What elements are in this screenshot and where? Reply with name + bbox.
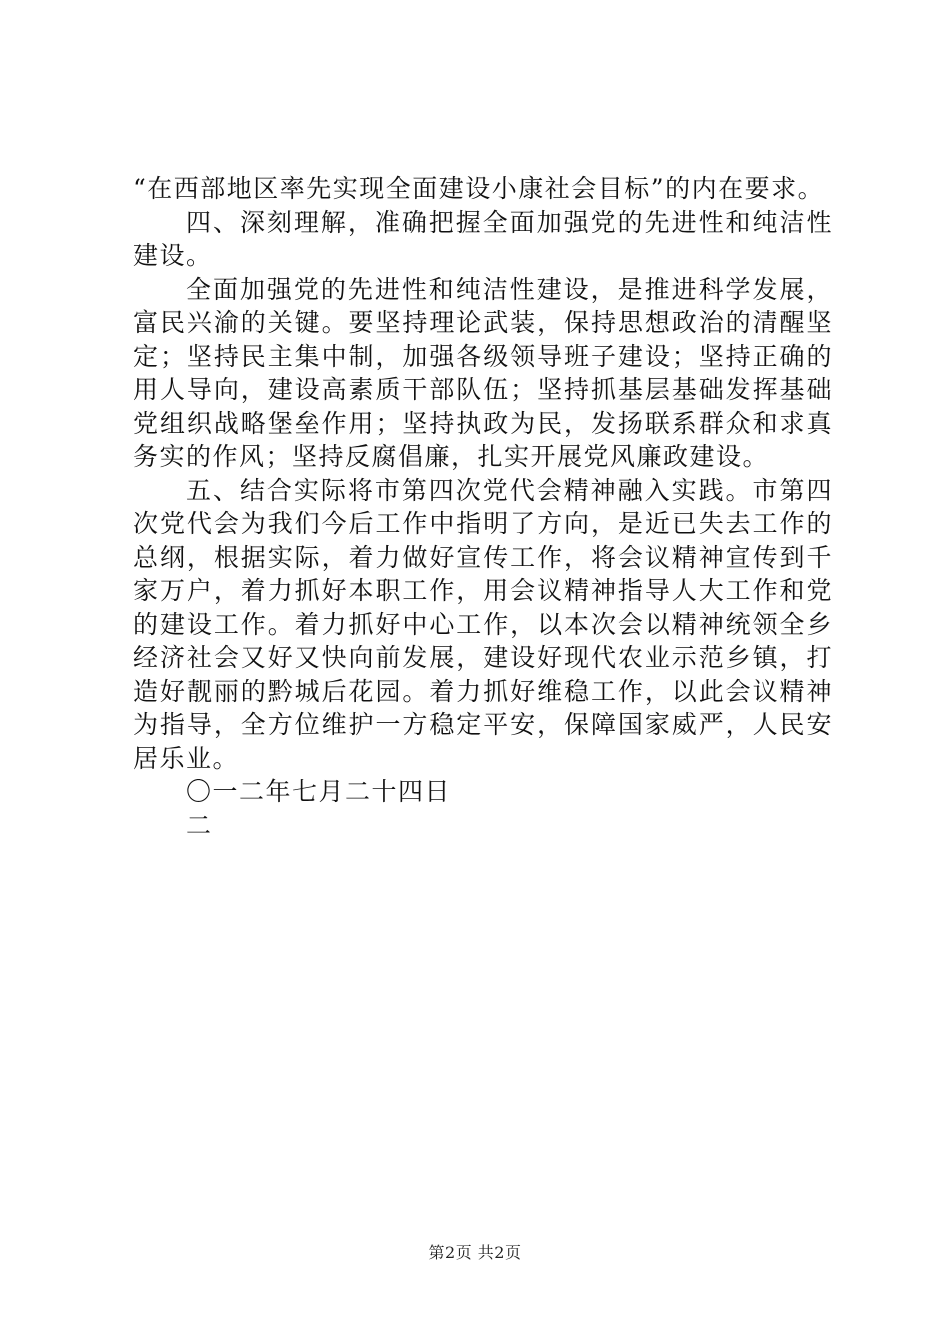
page-number: 第2页 共2页 [428, 1243, 522, 1262]
section-heading-five: 五、结合实际将市第四次党代会精神融入实践。市第四次党代会为我们今后工作中指明了方向，是近已失去工作的总纲，根据实际，着力做好宣传工作，将会议精神宣传到千家万户，着力抓好本职工作，用会议精神指导人大工作和党的建设工作。着力抓好中心工作，以本次会以精神统领全乡经济社会又好又快向前发展，建设好现代农业示范乡镇，打造好靓丽的黔城后花园。着力抓好维稳工作，以此会议精神为指导，全方位维护一方稳定平安，保障国家威严，人民安居乐业。 [133, 475, 833, 773]
date-line: 〇一二年七月二十四日 [186, 777, 452, 806]
section-heading-four: 四、深刻理解，准确把握全面加强党的先进性和纯洁性建设。 [133, 207, 833, 270]
document-body [133, 172, 833, 842]
date-year-digit: 二 [186, 810, 213, 840]
paragraph-continuation: “在西部地区率先实现全面建设小康社会目标”的内在要求。 [133, 174, 825, 203]
paragraph-party-building: 全面加强党的先进性和纯洁性建设，是推进科学发展，富民兴渝的关键。要坚持理论武装，保持思想政治的清醒坚定；坚持民主集中制，加强各级领导班子建设；坚持正确的用人导向，建设高素质干部队伍；坚持抓基层基础发挥基础党组织战略堡垒作用；坚持执政为民，发扬联系群众和求真务实的作风；坚持反腐倡廉，扎实开展党风廉政建设。 [133, 274, 833, 471]
